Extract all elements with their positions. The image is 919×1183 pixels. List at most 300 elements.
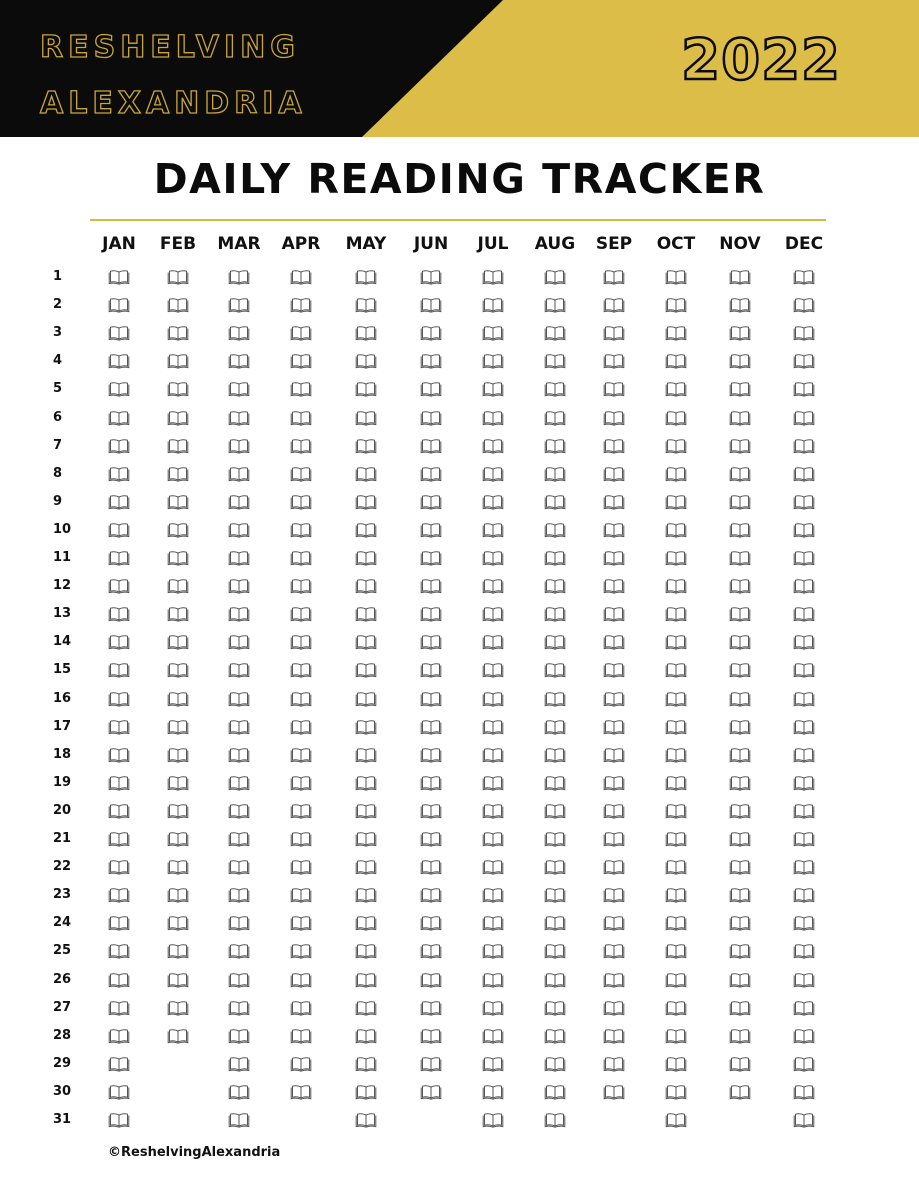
open-book-icon[interactable]: [729, 381, 751, 397]
open-book-icon[interactable]: [729, 691, 751, 707]
open-book-icon[interactable]: [482, 803, 504, 819]
open-book-icon[interactable]: [355, 1112, 377, 1128]
open-book-icon[interactable]: [420, 1000, 442, 1016]
open-book-icon[interactable]: [420, 747, 442, 763]
open-book-icon[interactable]: [603, 494, 625, 510]
open-book-icon[interactable]: [228, 410, 250, 426]
open-book-icon[interactable]: [482, 887, 504, 903]
open-book-icon[interactable]: [482, 297, 504, 313]
open-book-icon[interactable]: [355, 381, 377, 397]
open-book-icon[interactable]: [108, 353, 130, 369]
open-book-icon[interactable]: [290, 494, 312, 510]
open-book-icon[interactable]: [420, 831, 442, 847]
open-book-icon[interactable]: [793, 943, 815, 959]
open-book-icon[interactable]: [729, 325, 751, 341]
open-book-icon[interactable]: [167, 747, 189, 763]
open-book-icon[interactable]: [355, 353, 377, 369]
open-book-icon[interactable]: [420, 943, 442, 959]
open-book-icon[interactable]: [355, 775, 377, 791]
open-book-icon[interactable]: [228, 353, 250, 369]
open-book-icon[interactable]: [482, 606, 504, 622]
open-book-icon[interactable]: [665, 1056, 687, 1072]
open-book-icon[interactable]: [228, 466, 250, 482]
open-book-icon[interactable]: [729, 719, 751, 735]
open-book-icon[interactable]: [420, 775, 442, 791]
open-book-icon[interactable]: [793, 887, 815, 903]
open-book-icon[interactable]: [167, 494, 189, 510]
open-book-icon[interactable]: [665, 1084, 687, 1100]
open-book-icon[interactable]: [482, 915, 504, 931]
open-book-icon[interactable]: [228, 606, 250, 622]
open-book-icon[interactable]: [355, 887, 377, 903]
open-book-icon[interactable]: [603, 325, 625, 341]
open-book-icon[interactable]: [290, 662, 312, 678]
open-book-icon[interactable]: [108, 831, 130, 847]
open-book-icon[interactable]: [108, 662, 130, 678]
open-book-icon[interactable]: [544, 269, 566, 285]
open-book-icon[interactable]: [793, 662, 815, 678]
open-book-icon[interactable]: [544, 775, 566, 791]
open-book-icon[interactable]: [167, 915, 189, 931]
open-book-icon[interactable]: [793, 522, 815, 538]
open-book-icon[interactable]: [167, 859, 189, 875]
open-book-icon[interactable]: [603, 410, 625, 426]
open-book-icon[interactable]: [290, 803, 312, 819]
open-book-icon[interactable]: [729, 887, 751, 903]
open-book-icon[interactable]: [228, 915, 250, 931]
open-book-icon[interactable]: [228, 831, 250, 847]
open-book-icon[interactable]: [544, 1056, 566, 1072]
open-book-icon[interactable]: [793, 550, 815, 566]
open-book-icon[interactable]: [355, 859, 377, 875]
open-book-icon[interactable]: [290, 747, 312, 763]
open-book-icon[interactable]: [603, 634, 625, 650]
open-book-icon[interactable]: [420, 1084, 442, 1100]
open-book-icon[interactable]: [167, 606, 189, 622]
open-book-icon[interactable]: [355, 634, 377, 650]
open-book-icon[interactable]: [228, 803, 250, 819]
open-book-icon[interactable]: [290, 381, 312, 397]
open-book-icon[interactable]: [729, 915, 751, 931]
open-book-icon[interactable]: [793, 606, 815, 622]
open-book-icon[interactable]: [355, 943, 377, 959]
open-book-icon[interactable]: [228, 1028, 250, 1044]
open-book-icon[interactable]: [108, 269, 130, 285]
open-book-icon[interactable]: [793, 410, 815, 426]
open-book-icon[interactable]: [729, 606, 751, 622]
open-book-icon[interactable]: [108, 494, 130, 510]
open-book-icon[interactable]: [544, 887, 566, 903]
open-book-icon[interactable]: [355, 578, 377, 594]
open-book-icon[interactable]: [729, 803, 751, 819]
open-book-icon[interactable]: [355, 915, 377, 931]
open-book-icon[interactable]: [228, 943, 250, 959]
open-book-icon[interactable]: [355, 325, 377, 341]
open-book-icon[interactable]: [729, 550, 751, 566]
open-book-icon[interactable]: [793, 691, 815, 707]
open-book-icon[interactable]: [729, 438, 751, 454]
open-book-icon[interactable]: [544, 494, 566, 510]
open-book-icon[interactable]: [793, 803, 815, 819]
open-book-icon[interactable]: [793, 269, 815, 285]
open-book-icon[interactable]: [603, 775, 625, 791]
open-book-icon[interactable]: [729, 578, 751, 594]
open-book-icon[interactable]: [290, 297, 312, 313]
open-book-icon[interactable]: [228, 887, 250, 903]
open-book-icon[interactable]: [544, 1112, 566, 1128]
open-book-icon[interactable]: [665, 719, 687, 735]
open-book-icon[interactable]: [355, 662, 377, 678]
open-book-icon[interactable]: [228, 1056, 250, 1072]
open-book-icon[interactable]: [108, 1112, 130, 1128]
open-book-icon[interactable]: [290, 1000, 312, 1016]
open-book-icon[interactable]: [729, 859, 751, 875]
open-book-icon[interactable]: [729, 662, 751, 678]
open-book-icon[interactable]: [729, 831, 751, 847]
open-book-icon[interactable]: [603, 859, 625, 875]
open-book-icon[interactable]: [228, 438, 250, 454]
open-book-icon[interactable]: [544, 325, 566, 341]
open-book-icon[interactable]: [544, 353, 566, 369]
open-book-icon[interactable]: [420, 803, 442, 819]
open-book-icon[interactable]: [793, 719, 815, 735]
open-book-icon[interactable]: [290, 1056, 312, 1072]
open-book-icon[interactable]: [355, 494, 377, 510]
open-book-icon[interactable]: [665, 972, 687, 988]
open-book-icon[interactable]: [482, 719, 504, 735]
open-book-icon[interactable]: [420, 325, 442, 341]
open-book-icon[interactable]: [228, 662, 250, 678]
open-book-icon[interactable]: [108, 1084, 130, 1100]
open-book-icon[interactable]: [793, 634, 815, 650]
open-book-icon[interactable]: [228, 859, 250, 875]
open-book-icon[interactable]: [603, 887, 625, 903]
open-book-icon[interactable]: [355, 719, 377, 735]
open-book-icon[interactable]: [665, 297, 687, 313]
open-book-icon[interactable]: [603, 972, 625, 988]
open-book-icon[interactable]: [729, 410, 751, 426]
open-book-icon[interactable]: [420, 522, 442, 538]
open-book-icon[interactable]: [482, 775, 504, 791]
open-book-icon[interactable]: [603, 691, 625, 707]
open-book-icon[interactable]: [355, 269, 377, 285]
open-book-icon[interactable]: [729, 522, 751, 538]
open-book-icon[interactable]: [665, 381, 687, 397]
open-book-icon[interactable]: [228, 1112, 250, 1128]
open-book-icon[interactable]: [665, 915, 687, 931]
open-book-icon[interactable]: [603, 606, 625, 622]
open-book-icon[interactable]: [108, 1056, 130, 1072]
open-book-icon[interactable]: [290, 634, 312, 650]
open-book-icon[interactable]: [108, 1028, 130, 1044]
open-book-icon[interactable]: [355, 606, 377, 622]
open-book-icon[interactable]: [793, 466, 815, 482]
open-book-icon[interactable]: [544, 522, 566, 538]
open-book-icon[interactable]: [420, 887, 442, 903]
open-book-icon[interactable]: [793, 494, 815, 510]
open-book-icon[interactable]: [665, 606, 687, 622]
open-book-icon[interactable]: [290, 578, 312, 594]
open-book-icon[interactable]: [665, 1000, 687, 1016]
open-book-icon[interactable]: [290, 972, 312, 988]
open-book-icon[interactable]: [482, 1000, 504, 1016]
open-book-icon[interactable]: [167, 634, 189, 650]
open-book-icon[interactable]: [603, 550, 625, 566]
open-book-icon[interactable]: [228, 381, 250, 397]
open-book-icon[interactable]: [167, 410, 189, 426]
open-book-icon[interactable]: [420, 578, 442, 594]
open-book-icon[interactable]: [167, 1028, 189, 1044]
open-book-icon[interactable]: [544, 606, 566, 622]
open-book-icon[interactable]: [544, 297, 566, 313]
open-book-icon[interactable]: [108, 1000, 130, 1016]
open-book-icon[interactable]: [108, 775, 130, 791]
open-book-icon[interactable]: [420, 550, 442, 566]
open-book-icon[interactable]: [793, 972, 815, 988]
open-book-icon[interactable]: [482, 522, 504, 538]
open-book-icon[interactable]: [108, 325, 130, 341]
open-book-icon[interactable]: [544, 550, 566, 566]
open-book-icon[interactable]: [793, 1056, 815, 1072]
open-book-icon[interactable]: [167, 269, 189, 285]
open-book-icon[interactable]: [482, 269, 504, 285]
open-book-icon[interactable]: [420, 719, 442, 735]
open-book-icon[interactable]: [482, 325, 504, 341]
open-book-icon[interactable]: [482, 381, 504, 397]
open-book-icon[interactable]: [420, 466, 442, 482]
open-book-icon[interactable]: [729, 972, 751, 988]
open-book-icon[interactable]: [544, 747, 566, 763]
open-book-icon[interactable]: [482, 972, 504, 988]
open-book-icon[interactable]: [290, 887, 312, 903]
open-book-icon[interactable]: [603, 719, 625, 735]
open-book-icon[interactable]: [290, 719, 312, 735]
open-book-icon[interactable]: [603, 297, 625, 313]
open-book-icon[interactable]: [355, 1084, 377, 1100]
open-book-icon[interactable]: [544, 859, 566, 875]
open-book-icon[interactable]: [355, 410, 377, 426]
open-book-icon[interactable]: [108, 943, 130, 959]
open-book-icon[interactable]: [290, 325, 312, 341]
open-book-icon[interactable]: [228, 719, 250, 735]
open-book-icon[interactable]: [544, 915, 566, 931]
open-book-icon[interactable]: [544, 831, 566, 847]
open-book-icon[interactable]: [355, 466, 377, 482]
open-book-icon[interactable]: [355, 1028, 377, 1044]
open-book-icon[interactable]: [482, 410, 504, 426]
open-book-icon[interactable]: [603, 522, 625, 538]
open-book-icon[interactable]: [290, 353, 312, 369]
open-book-icon[interactable]: [290, 943, 312, 959]
open-book-icon[interactable]: [108, 381, 130, 397]
open-book-icon[interactable]: [793, 1000, 815, 1016]
open-book-icon[interactable]: [108, 297, 130, 313]
open-book-icon[interactable]: [228, 325, 250, 341]
open-book-icon[interactable]: [665, 410, 687, 426]
open-book-icon[interactable]: [482, 550, 504, 566]
open-book-icon[interactable]: [108, 606, 130, 622]
open-book-icon[interactable]: [665, 578, 687, 594]
open-book-icon[interactable]: [729, 494, 751, 510]
open-book-icon[interactable]: [544, 381, 566, 397]
open-book-icon[interactable]: [544, 1084, 566, 1100]
open-book-icon[interactable]: [665, 634, 687, 650]
open-book-icon[interactable]: [544, 972, 566, 988]
open-book-icon[interactable]: [290, 1084, 312, 1100]
open-book-icon[interactable]: [355, 803, 377, 819]
open-book-icon[interactable]: [228, 747, 250, 763]
open-book-icon[interactable]: [167, 325, 189, 341]
open-book-icon[interactable]: [167, 522, 189, 538]
open-book-icon[interactable]: [290, 915, 312, 931]
open-book-icon[interactable]: [290, 269, 312, 285]
open-book-icon[interactable]: [665, 803, 687, 819]
open-book-icon[interactable]: [420, 915, 442, 931]
open-book-icon[interactable]: [420, 634, 442, 650]
open-book-icon[interactable]: [603, 803, 625, 819]
open-book-icon[interactable]: [482, 494, 504, 510]
open-book-icon[interactable]: [603, 1084, 625, 1100]
open-book-icon[interactable]: [544, 438, 566, 454]
open-book-icon[interactable]: [108, 578, 130, 594]
open-book-icon[interactable]: [665, 887, 687, 903]
open-book-icon[interactable]: [167, 887, 189, 903]
open-book-icon[interactable]: [108, 859, 130, 875]
open-book-icon[interactable]: [228, 269, 250, 285]
open-book-icon[interactable]: [793, 578, 815, 594]
open-book-icon[interactable]: [729, 943, 751, 959]
open-book-icon[interactable]: [167, 297, 189, 313]
open-book-icon[interactable]: [603, 466, 625, 482]
open-book-icon[interactable]: [108, 803, 130, 819]
open-book-icon[interactable]: [665, 747, 687, 763]
open-book-icon[interactable]: [355, 550, 377, 566]
open-book-icon[interactable]: [290, 606, 312, 622]
open-book-icon[interactable]: [228, 775, 250, 791]
open-book-icon[interactable]: [420, 494, 442, 510]
open-book-icon[interactable]: [355, 831, 377, 847]
open-book-icon[interactable]: [603, 747, 625, 763]
open-book-icon[interactable]: [482, 1112, 504, 1128]
open-book-icon[interactable]: [355, 972, 377, 988]
open-book-icon[interactable]: [603, 578, 625, 594]
open-book-icon[interactable]: [420, 606, 442, 622]
open-book-icon[interactable]: [355, 691, 377, 707]
open-book-icon[interactable]: [793, 915, 815, 931]
open-book-icon[interactable]: [228, 634, 250, 650]
open-book-icon[interactable]: [167, 831, 189, 847]
open-book-icon[interactable]: [544, 691, 566, 707]
open-book-icon[interactable]: [793, 381, 815, 397]
open-book-icon[interactable]: [665, 943, 687, 959]
open-book-icon[interactable]: [167, 381, 189, 397]
open-book-icon[interactable]: [793, 831, 815, 847]
open-book-icon[interactable]: [108, 915, 130, 931]
open-book-icon[interactable]: [544, 466, 566, 482]
open-book-icon[interactable]: [793, 747, 815, 763]
open-book-icon[interactable]: [420, 1028, 442, 1044]
open-book-icon[interactable]: [228, 522, 250, 538]
open-book-icon[interactable]: [482, 438, 504, 454]
open-book-icon[interactable]: [228, 297, 250, 313]
open-book-icon[interactable]: [355, 522, 377, 538]
open-book-icon[interactable]: [167, 775, 189, 791]
open-book-icon[interactable]: [290, 410, 312, 426]
open-book-icon[interactable]: [482, 943, 504, 959]
open-book-icon[interactable]: [544, 803, 566, 819]
open-book-icon[interactable]: [355, 1000, 377, 1016]
open-book-icon[interactable]: [603, 353, 625, 369]
open-book-icon[interactable]: [729, 353, 751, 369]
open-book-icon[interactable]: [603, 1028, 625, 1044]
open-book-icon[interactable]: [544, 578, 566, 594]
open-book-icon[interactable]: [167, 972, 189, 988]
open-book-icon[interactable]: [108, 719, 130, 735]
open-book-icon[interactable]: [793, 1112, 815, 1128]
open-book-icon[interactable]: [544, 662, 566, 678]
open-book-icon[interactable]: [729, 1028, 751, 1044]
open-book-icon[interactable]: [729, 747, 751, 763]
open-book-icon[interactable]: [544, 719, 566, 735]
open-book-icon[interactable]: [665, 466, 687, 482]
open-book-icon[interactable]: [167, 353, 189, 369]
open-book-icon[interactable]: [665, 1112, 687, 1128]
open-book-icon[interactable]: [355, 747, 377, 763]
open-book-icon[interactable]: [482, 747, 504, 763]
open-book-icon[interactable]: [793, 1028, 815, 1044]
open-book-icon[interactable]: [108, 747, 130, 763]
open-book-icon[interactable]: [482, 1056, 504, 1072]
open-book-icon[interactable]: [167, 719, 189, 735]
open-book-icon[interactable]: [420, 381, 442, 397]
open-book-icon[interactable]: [420, 269, 442, 285]
open-book-icon[interactable]: [793, 775, 815, 791]
open-book-icon[interactable]: [108, 634, 130, 650]
open-book-icon[interactable]: [665, 353, 687, 369]
open-book-icon[interactable]: [420, 662, 442, 678]
open-book-icon[interactable]: [482, 634, 504, 650]
open-book-icon[interactable]: [544, 1000, 566, 1016]
open-book-icon[interactable]: [482, 466, 504, 482]
open-book-icon[interactable]: [228, 578, 250, 594]
open-book-icon[interactable]: [793, 325, 815, 341]
open-book-icon[interactable]: [290, 522, 312, 538]
open-book-icon[interactable]: [290, 691, 312, 707]
open-book-icon[interactable]: [355, 297, 377, 313]
open-book-icon[interactable]: [665, 325, 687, 341]
open-book-icon[interactable]: [167, 1000, 189, 1016]
open-book-icon[interactable]: [108, 887, 130, 903]
open-book-icon[interactable]: [355, 1056, 377, 1072]
open-book-icon[interactable]: [793, 438, 815, 454]
open-book-icon[interactable]: [290, 466, 312, 482]
open-book-icon[interactable]: [420, 972, 442, 988]
open-book-icon[interactable]: [167, 550, 189, 566]
open-book-icon[interactable]: [793, 1084, 815, 1100]
open-book-icon[interactable]: [290, 1028, 312, 1044]
open-book-icon[interactable]: [793, 353, 815, 369]
open-book-icon[interactable]: [544, 634, 566, 650]
open-book-icon[interactable]: [603, 943, 625, 959]
open-book-icon[interactable]: [665, 522, 687, 538]
open-book-icon[interactable]: [665, 859, 687, 875]
open-book-icon[interactable]: [228, 550, 250, 566]
open-book-icon[interactable]: [108, 972, 130, 988]
open-book-icon[interactable]: [167, 466, 189, 482]
open-book-icon[interactable]: [228, 494, 250, 510]
open-book-icon[interactable]: [108, 550, 130, 566]
open-book-icon[interactable]: [729, 1084, 751, 1100]
